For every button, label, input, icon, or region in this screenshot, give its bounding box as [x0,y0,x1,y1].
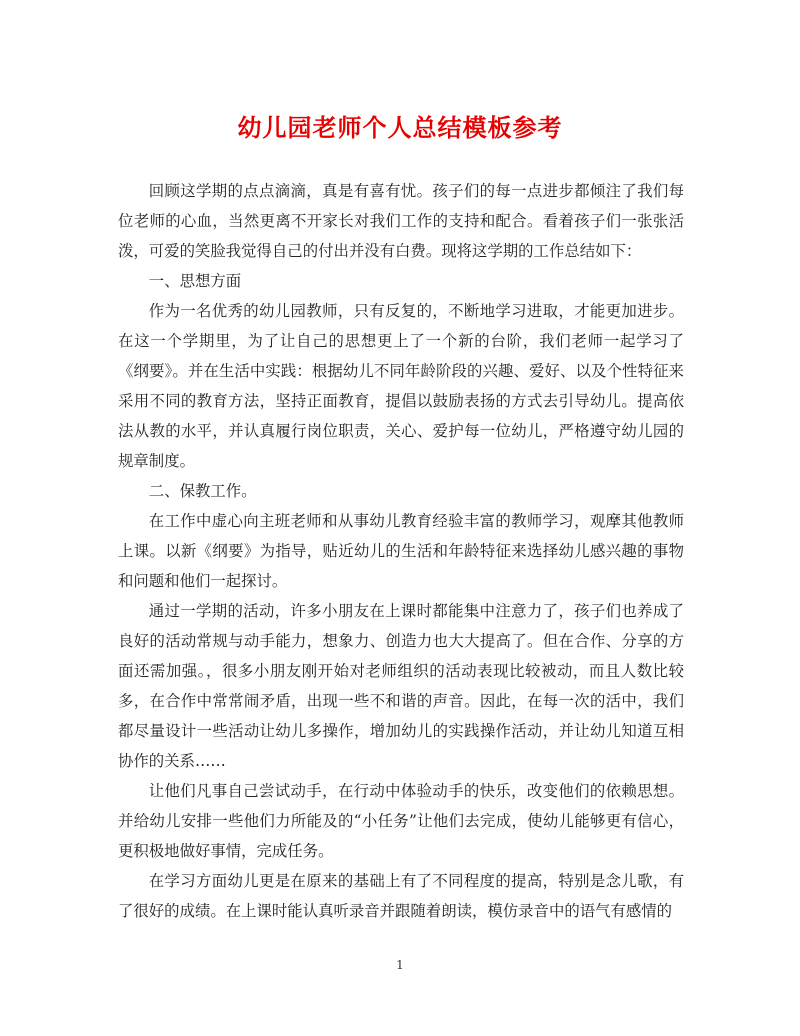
paragraph-learning-from-teachers: 在工作中虚心向主班老师和从事幼儿教育经验丰富的教师学习，观摩其他教师上课。以新《纲要》为指导，贴近幼儿的生活和年龄特征来选择幼儿感兴趣的事物和问题和他们一起探讨。 [118,512,684,590]
paragraph-intro: 回顾这学期的点点滴滴，真是有喜有忧。孩子们的每一点进步都倾注了我们每位老师的心血，当然更离不开家长对我们工作的支持和配合。看着孩子们一张张活泼，可爱的笑脸我觉得自己的付出并没有白费。现将这学期的工作总结如下： [118,182,684,260]
section-heading-thought: 一、思想方面 [148,272,242,290]
document-title: 幼儿园老师个人总结模板参考 [237,113,563,142]
paragraph-self-reliance: 让他们凡事自己尝试动手，在行动中体验动手的快乐，改变他们的依赖思想。并给幼儿安排一些他们力所能及的“小任务”让他们去完成，使幼儿能够更有信心，更积极地做好事情，完成任务。 [118,782,684,860]
paragraph-activities: 通过一学期的活动，许多小朋友在上课时都能集中注意力了，孩子们也养成了良好的活动常规与动手能力，想象力、创造力也大大提高了。但在合作、分享的方面还需加强。，很多小朋友刚开始对老师组织的活动表现比较被动，而且人数比较多，在合作中常常闹矛盾，出现一些不和谐的声音。因此，在每一次的活中，我们都尽量设计一些活动让幼儿多操作，增加幼儿的实践操作活动，并让幼儿知道互相协作的关系…… [118,602,684,770]
section-heading-care-education: 二、保教工作。 [148,482,257,500]
paragraph-learning-progress: 在学习方面幼儿更是在原来的基础上有了不同程度的提高，特别是念儿歌，有了很好的成绩。在上课时能认真听录音并跟随着朗读，模仿录音中的语气有感情的 [118,872,684,920]
page-number: 1 [396,958,404,972]
document-body [118,176,684,926]
paragraph-thought: 作为一名优秀的幼儿园教师，只有反复的，不断地学习进取，才能更加进步。在这一个学期里，为了让自己的思想更上了一个新的台阶，我们老师一起学习了《纲要》。并在生活中实践：根据幼儿不同年龄阶段的兴趣、爱好、以及个性特征来采用不同的教育方法，坚持正面教育，提倡以鼓励表扬的方式去引导幼儿。提高依法从教的水平，并认真履行岗位职责，关心、爱护每一位幼儿，严格遵守幼儿园的规章制度。 [118,302,684,470]
